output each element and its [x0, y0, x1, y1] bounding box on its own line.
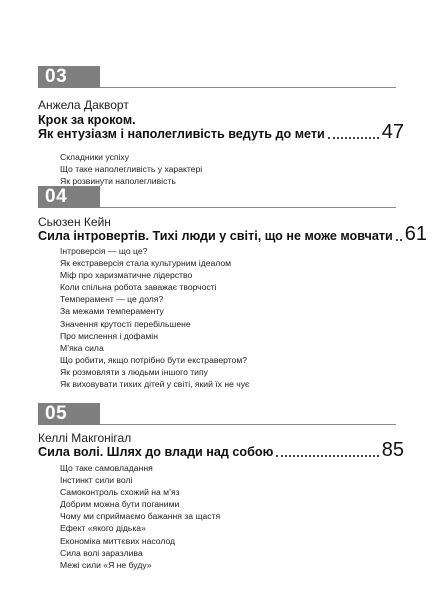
- list-item[interactable]: За межами темпераменту: [60, 306, 164, 317]
- chapter-title: Сила інтровертів. Тихі люди у світі, що не може мовчати: [38, 229, 393, 243]
- list-item[interactable]: Коли спільна робота заважає творчості: [60, 282, 217, 293]
- list-item[interactable]: Як розмовляти з людьми іншого типу: [60, 366, 208, 377]
- toc-entry-row[interactable]: [38, 223, 427, 245]
- page-number: 61: [404, 223, 427, 245]
- list-item[interactable]: Економіка миттєвих насолод: [60, 535, 176, 546]
- list-item[interactable]: Що таке наполегливість у характері: [60, 164, 203, 175]
- list-item[interactable]: Добрим можна бути поганими: [60, 499, 180, 510]
- subsection-list: [60, 245, 249, 390]
- list-item[interactable]: Значення крутості перебільшене: [60, 318, 191, 329]
- chapter-number-badge: 03: [38, 66, 100, 88]
- page-number: 85: [381, 439, 404, 461]
- chapter-rule: [100, 424, 396, 425]
- list-item[interactable]: Межі сили «Я не буду»: [60, 559, 152, 570]
- chapter-03: [0, 66, 434, 187]
- chapter-author: Сьюзен Кейн: [38, 215, 111, 229]
- list-item[interactable]: Як виховувати тихих дітей у світі, який їх не чує: [60, 379, 250, 390]
- leader-dots: [276, 455, 378, 457]
- list-item[interactable]: Про мислення і дофамін: [60, 330, 158, 341]
- list-item[interactable]: Чому ми сприймаємо бажання за щастя: [60, 511, 221, 522]
- list-item[interactable]: Інстинкт сили волі: [60, 475, 133, 486]
- chapter-number-badge: 05: [38, 403, 100, 425]
- chapter-rule: [100, 87, 396, 88]
- list-item[interactable]: Міф про харизматичне лідерство: [60, 270, 193, 281]
- list-item[interactable]: М’яка сила: [60, 342, 104, 353]
- subsection-list: [60, 151, 202, 187]
- list-item[interactable]: Сила волі заразлива: [60, 547, 143, 558]
- subsection-list: [60, 462, 220, 571]
- toc-entry-row[interactable]: [38, 122, 404, 142]
- toc-entry-row[interactable]: [38, 440, 404, 460]
- chapter-header: [0, 66, 434, 88]
- leader-dots: [396, 239, 402, 241]
- chapter-title: Як ентузіазм і наполегливість ведуть до мети: [38, 127, 325, 141]
- leader-dots: [328, 137, 379, 139]
- chapter-rule: [100, 207, 396, 208]
- chapter-header: [0, 403, 434, 425]
- chapter-05: [0, 403, 434, 570]
- list-item[interactable]: Як екстраверсія стала культурним ідеалом: [60, 258, 232, 269]
- list-item[interactable]: Самоконтроль схожий на м’яз: [60, 487, 180, 498]
- list-item[interactable]: Як розвинути наполегливість: [60, 176, 176, 187]
- list-item[interactable]: Темперамент — це доля?: [60, 294, 164, 305]
- list-item[interactable]: Складники успіху: [60, 152, 130, 162]
- list-item[interactable]: Інтроверсія — що це?: [60, 246, 148, 256]
- list-item[interactable]: Що таке самовладання: [60, 463, 153, 473]
- chapter-number-badge: 04: [38, 186, 100, 208]
- list-item[interactable]: Що робити, якщо потрібно бути екстравертом?: [60, 354, 248, 365]
- chapter-author: Анжела Дакворт: [38, 98, 129, 112]
- list-item[interactable]: Ефект «якого дідька»: [60, 523, 146, 534]
- chapter-author: Келлі Макгонігал: [38, 431, 132, 445]
- chapter-04: [0, 186, 434, 390]
- chapter-header: [0, 186, 434, 208]
- chapter-title-line1: Крок за кроком.: [38, 113, 136, 127]
- page-number: 47: [381, 121, 404, 143]
- chapter-title: Сила волі. Шлях до влади над собою: [38, 445, 274, 459]
